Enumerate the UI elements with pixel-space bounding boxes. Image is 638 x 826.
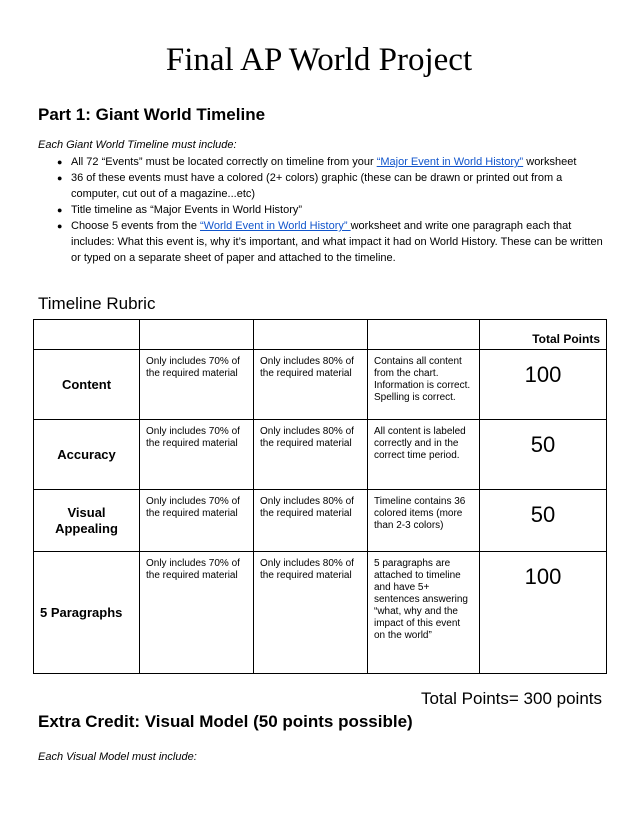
criteria-cell: Only includes 70% of the required material bbox=[140, 350, 254, 420]
criteria-cell: Only includes 70% of the required material bbox=[140, 552, 254, 674]
extra-credit-heading: Extra Credit: Visual Model (50 points possible) bbox=[38, 712, 413, 731]
points-cell: 50 bbox=[480, 490, 607, 552]
table-row bbox=[34, 420, 607, 490]
header-cell bbox=[140, 320, 254, 350]
criteria-cell: Contains all content from the chart. Information is correct. Spelling is correct. bbox=[368, 350, 480, 420]
list-item bbox=[38, 202, 604, 218]
world-event-worksheet-link[interactable]: “World Event in World History” bbox=[200, 220, 351, 232]
requirement-text: 36 of these events must have a colored (2+ colors) graphic (these can be drawn or printed out from a computer, cut out of a magazine...etc) bbox=[71, 172, 563, 200]
requirement-text-after: worksheet bbox=[523, 156, 577, 168]
requirements-list bbox=[38, 154, 604, 266]
rubric-heading: Timeline Rubric bbox=[38, 294, 156, 313]
category-cell: Accuracy bbox=[34, 420, 140, 490]
document-title: Final AP World Project bbox=[165, 42, 473, 78]
requirement-text-after: worksheet and write one paragraph each that includes: What this event is, why it’s important, and what impact it had on World History. These can be written or typed on a separate sheet of paper and attached to the timeline. bbox=[71, 220, 603, 264]
category-cell: 5 Paragraphs bbox=[34, 552, 140, 674]
requirement-text: Choose 5 events from the bbox=[71, 220, 201, 232]
table-header-row bbox=[34, 320, 607, 350]
points-cell: 100 bbox=[480, 350, 607, 420]
header-cell bbox=[254, 320, 368, 350]
rubric-table bbox=[33, 319, 607, 674]
category-cell: Visual Appealing bbox=[34, 490, 140, 552]
table-row bbox=[34, 490, 607, 552]
points-cell: 50 bbox=[480, 420, 607, 490]
criteria-cell: Only includes 70% of the required material bbox=[140, 420, 254, 490]
list-item bbox=[38, 218, 604, 266]
bullet-icon: ● bbox=[57, 205, 63, 215]
list-item bbox=[38, 170, 604, 202]
table-row bbox=[34, 552, 607, 674]
criteria-cell: All content is labeled correctly and in the correct time period. bbox=[368, 420, 480, 490]
criteria-cell: 5 paragraphs are attached to timeline and have 5+ sentences answering “what, why and the impact of this event on the world” bbox=[368, 552, 480, 674]
criteria-cell: Only includes 80% of the required material bbox=[254, 490, 368, 552]
bullet-icon: ● bbox=[57, 157, 63, 167]
criteria-cell: Only includes 80% of the required material bbox=[254, 420, 368, 490]
total-points-header: Total Points bbox=[480, 320, 607, 350]
points-cell: 100 bbox=[480, 552, 607, 674]
bullet-icon: ● bbox=[57, 221, 63, 231]
header-cell bbox=[34, 320, 140, 350]
extra-credit-intro: Each Visual Model must include: bbox=[38, 751, 197, 763]
requirement-text: All 72 “Events” must be located correctly on timeline from your bbox=[71, 156, 377, 168]
major-event-worksheet-link[interactable]: “Major Event in World History” bbox=[376, 156, 524, 168]
bullet-icon: ● bbox=[57, 173, 63, 183]
part1-intro: Each Giant World Timeline must include: bbox=[38, 139, 237, 151]
header-cell bbox=[368, 320, 480, 350]
criteria-cell: Timeline contains 36 colored items (more than 2-3 colors) bbox=[368, 490, 480, 552]
criteria-cell: Only includes 80% of the required material bbox=[254, 350, 368, 420]
total-points-summary: Total Points= 300 points bbox=[421, 689, 602, 708]
list-item bbox=[38, 154, 604, 170]
criteria-cell: Only includes 80% of the required material bbox=[254, 552, 368, 674]
part1-heading: Part 1: Giant World Timeline bbox=[38, 105, 266, 124]
table-row bbox=[34, 350, 607, 420]
category-cell: Content bbox=[34, 350, 140, 420]
requirement-text: Title timeline as “Major Events in World History” bbox=[71, 204, 303, 216]
criteria-cell: Only includes 70% of the required material bbox=[140, 490, 254, 552]
